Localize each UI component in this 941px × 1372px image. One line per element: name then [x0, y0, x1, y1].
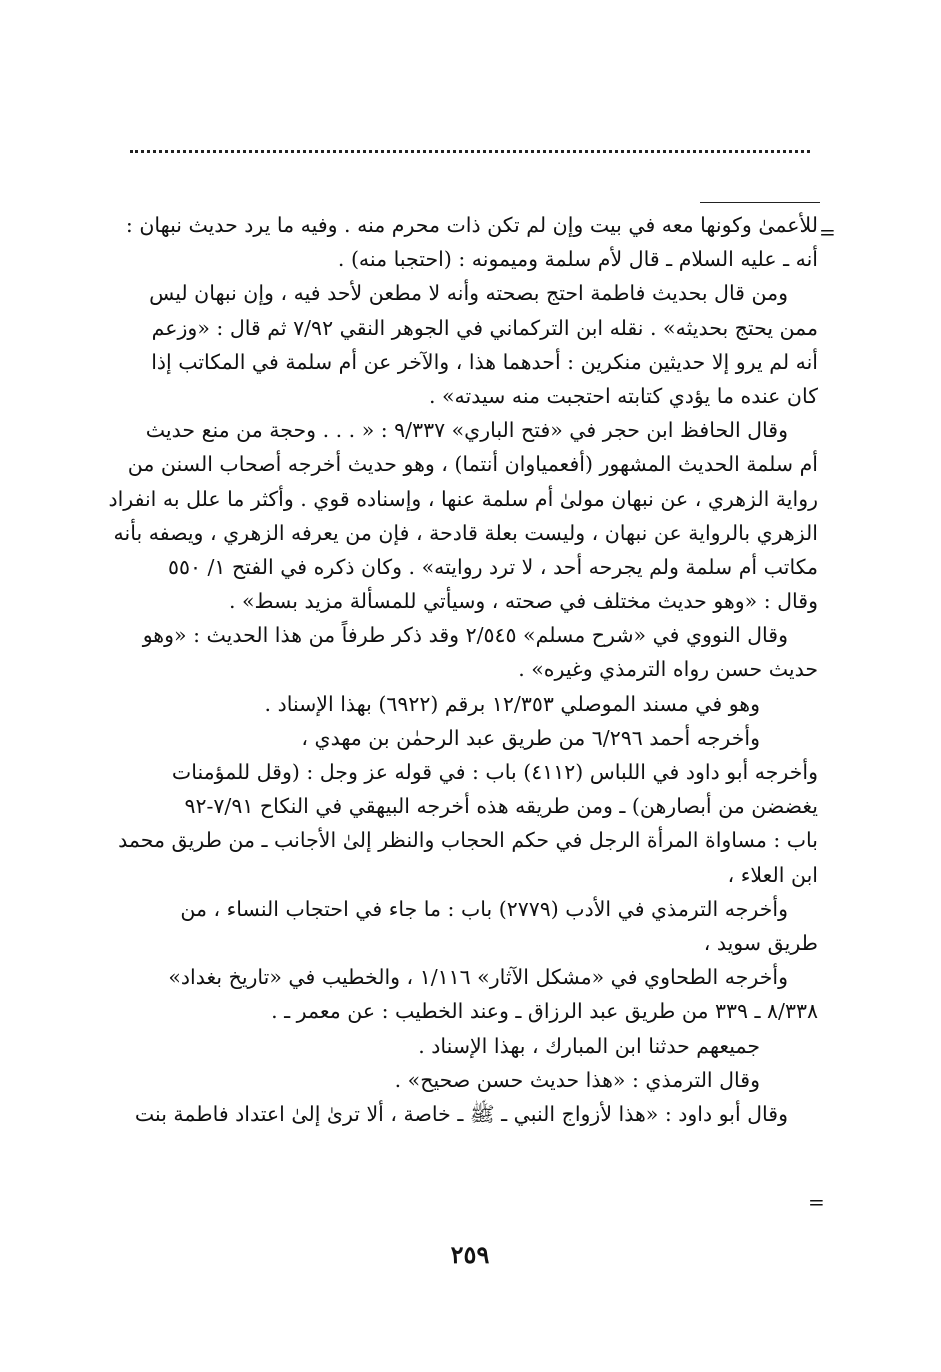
footnote-line: وأخرجه أبو داود في اللباس (٤١١٢) باب : في قوله عز وجل : (وقل للمؤمنات: [171, 760, 818, 784]
footnote-line: مكاتب أم سلمة ولم يجرحه أحد ، لا ترد روايته» . وكان ذكره في الفتح ١/ ٥٥٠: [167, 554, 818, 579]
footnote-line: أم سلمة الحديث المشهور (أفعمياوان أنتما) ، وهو حديث أخرجه أصحاب السنن من: [127, 452, 818, 477]
footnote-line: وقال أبو داود : «هذا لأزواج النبي ـ ﷺ ـ خاصة ، ألا ترىٰ إلىٰ اعتداد فاطمة بنت: [134, 1101, 788, 1126]
footnote-line: للأعمىٰ وكونها معه في بيت وإن لم تكن ذات محرم منه . وفيه ما يرد حديث نبهان :: [125, 213, 818, 237]
dotted-separator: [130, 150, 810, 153]
continuation-mark-bottom: =: [808, 1190, 825, 1214]
footnote-line: حديث حسن رواه الترمذي وغيره» .: [518, 657, 818, 682]
footnote-line: جميعهم حدثنا ابن المبارك ، بهذا الإسناد .: [418, 1033, 760, 1058]
footnote-line: ممن يحتج بحديثه» . نقله ابن التركماني في الجوهر النقي ٧/٩٢ ثم قال : «وزعم: [151, 315, 818, 340]
footnote-line: أنه لم يرو إلا حديثين منكرين : أحدهما هذا ، والآخر عن أم سلمة في المكاتب إذا: [151, 349, 818, 374]
footnote-line: كان عنده ما يؤدي كتابته احتجبت منه سيدته» .: [428, 383, 818, 408]
footnote-line: وقال النووي في «شرح مسلم» ٢/٥٤٥ وقد ذكر طرفاً من هذا الحديث : «وهو: [142, 623, 788, 648]
footnote-line: أنه ـ عليه السلام ـ قال لأم سلمة وميمونه : (احتجبا منه) .: [337, 247, 818, 272]
footnote-line: وأخرجه أحمد ٦/٢٩٦ من طريق عبد الرحمٰن بن مهدي ،: [301, 725, 760, 750]
footnote-line: ابن العلاء ،: [727, 862, 818, 887]
footnote-text: [100, 208, 818, 1131]
footnote-line: وقال : «وهو حديث مختلف في صحته ، وسيأتي للمسألة مزيد بسط» .: [228, 589, 818, 614]
footnote-line: وقال الترمذي : «هذا حديث حسن صحيح» .: [394, 1067, 760, 1092]
footnote-line: ٨/٣٣٨ ـ ٣٣٩ من طريق عبد الرزاق ـ وعند الخطيب : عن معمر ـ .: [271, 999, 818, 1024]
footnote-line: طريق سويد ،: [703, 930, 818, 955]
page-number: ٢٥٩: [450, 1240, 490, 1269]
continuation-mark-top: =: [819, 220, 836, 244]
footnote-line: الزهري بالرواية عن نبهان ، وليست بعلة قادحة ، فإن من يعرفه الزهري ، ويصفه بأنه: [113, 520, 818, 545]
footnote-line: باب : مساواة المرأة الرجل في حكم الحجاب والنظر إلىٰ الأجانب ـ من طريق محمد: [118, 828, 818, 853]
footnote-line: وأخرجه الطحاوي في «مشكل الآثار» ١/١١٦ ، والخطيب في «تاريخ بغداد»: [168, 965, 788, 990]
footnote-separator-line: [700, 202, 820, 203]
footnote-line: وهو في مسند الموصلي ١٢/٣٥٣ برقم (٦٩٢٢) بهذا الإسناد .: [264, 691, 760, 716]
footnote-line: وقال الحافظ ابن حجر في «فتح الباري» ٩/٣٣٧ : « . . . وحجة من منع حديث: [145, 418, 788, 443]
footnote-line: ومن قال بحديث فاطمة احتج بصحته وأنه لا مطعن لأحد فيه ، وإن نبهان ليس: [149, 281, 788, 306]
footnote-line: رواية الزهري ، عن نبهان مولىٰ أم سلمة عنها ، وإسناده قوي . وأكثر ما علل به انفراد: [108, 486, 818, 511]
footnote-line: يغضضن من أبصارهن) ـ ومن طريقه هذه أخرجه البيهقي في النكاح ٧/٩١-٩٢: [184, 794, 818, 819]
footnote-line: وأخرجه الترمذي في الأدب (٢٧٧٩) باب : ما جاء في احتجاب النساء ، من: [180, 896, 788, 921]
